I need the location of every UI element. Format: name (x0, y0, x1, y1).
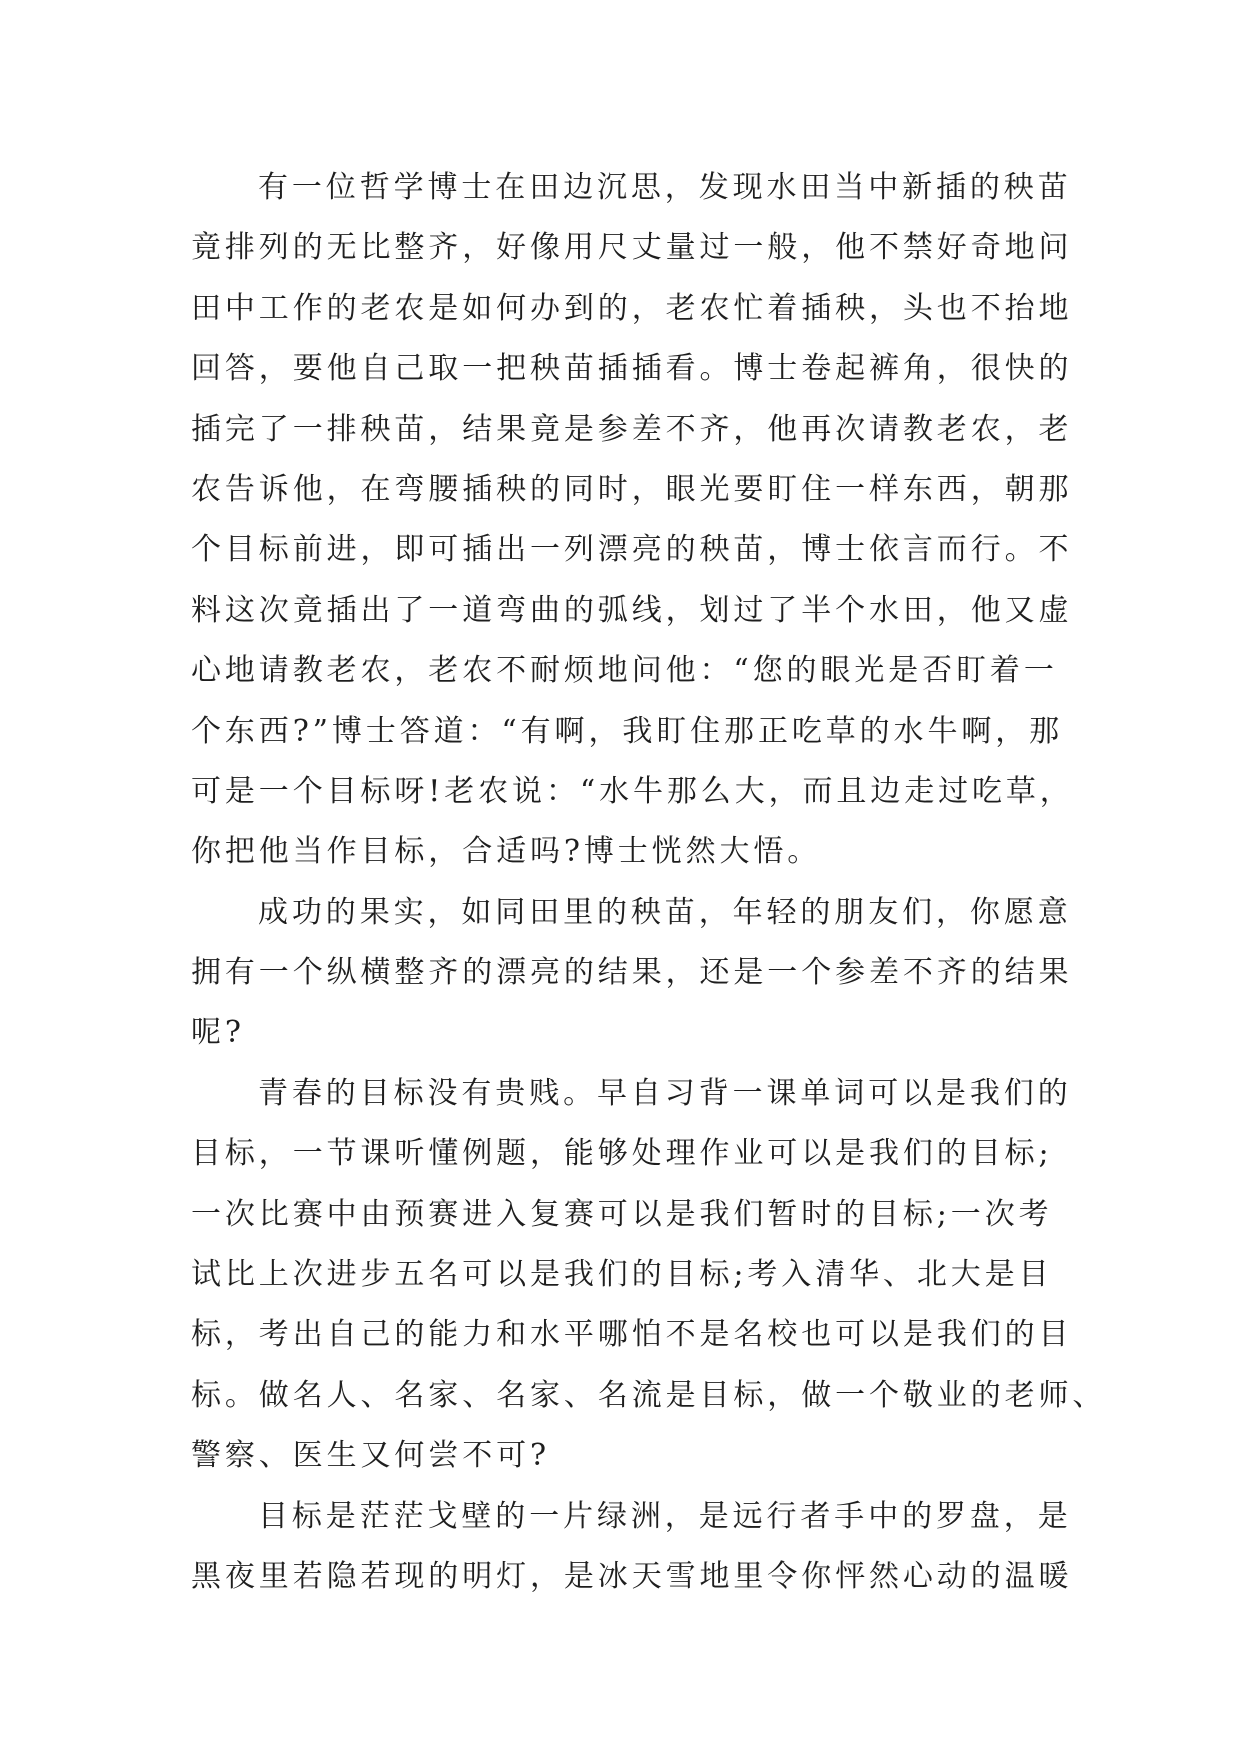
text-line: 竟排列的无比整齐，好像用尺丈量过一般，他不禁好奇地问 (191, 230, 1073, 266)
paragraph-3 (191, 1064, 1107, 1487)
text-line: 警察、医生又何尝不可? (191, 1438, 550, 1474)
text-line: 标，考出自己的能力和水平哪怕不是名校也可以是我们的目 (191, 1317, 1073, 1353)
text-line: 回答，要他自己取一把秧苗插插看。博士卷起裤角，很快的 (191, 351, 1073, 387)
text-line: 有一位哲学博士在田边沉思，发现水田当中新插的秧苗 (258, 170, 1072, 205)
text-line: 你把他当作目标，合适吗?博士恍然大悟。 (191, 834, 822, 870)
text-line: 目标，一节课听懂例题，能够处理作业可以是我们的目标; (191, 1136, 1053, 1172)
paragraph-4 (191, 1487, 1073, 1608)
text-line: 个东西?”博士答道：“有啊，我盯住那正吃草的水牛啊，那 (191, 713, 1064, 749)
text-line: 个目标前进，即可插出一列漂亮的秧苗，博士依言而行。不 (191, 532, 1073, 568)
text-line: 插完了一排秧苗，结果竟是参差不齐，他再次请教老农，老 (191, 411, 1073, 447)
text-line: 料这次竟插出了一道弯曲的弧线，划过了半个水田，他又虚 (191, 592, 1073, 628)
text-line: 黑夜里若隐若现的明灯，是冰天雪地里令你怦然心动的温暖 (191, 1558, 1073, 1594)
text-line: 成功的果实，如同田里的秧苗，年轻的朋友们，你愿意 (258, 894, 1072, 930)
text-line: 农告诉他，在弯腰插秧的同时，眼光要盯住一样东西，朝那 (191, 471, 1073, 507)
text-line: 试比上次进步五名可以是我们的目标;考入清华、北大是目 (191, 1257, 1053, 1293)
text-line: 田中工作的老农是如何办到的，老农忙着插秧，头也不抬地 (191, 290, 1073, 326)
document-body (191, 158, 1107, 1607)
text-line: 呢? (191, 1015, 245, 1051)
text-line: 拥有一个纵横整齐的漂亮的结果，还是一个参差不齐的结果 (191, 955, 1073, 991)
paragraph-2 (191, 883, 1073, 1064)
text-line: 一次比赛中由预赛进入复赛可以是我们暂时的目标;一次考 (191, 1196, 1053, 1232)
text-line: 可是一个目标呀!老农说：“水牛那么大，而且边走过吃草， (191, 773, 1074, 809)
text-line: 标。做名人、名家、名家、名流是目标，做一个敬业的老师、 (191, 1377, 1107, 1413)
text-line: 心地请教老农，老农不耐烦地问他：“您的眼光是否盯着一 (191, 653, 1058, 689)
text-line: 目标是茫茫戈壁的一片绿洲，是远行者手中的罗盘，是 (258, 1498, 1072, 1534)
paragraph-1 (191, 158, 1074, 883)
text-line: 青春的目标没有贵贱。早自习背一课单词可以是我们的 (258, 1075, 1072, 1111)
